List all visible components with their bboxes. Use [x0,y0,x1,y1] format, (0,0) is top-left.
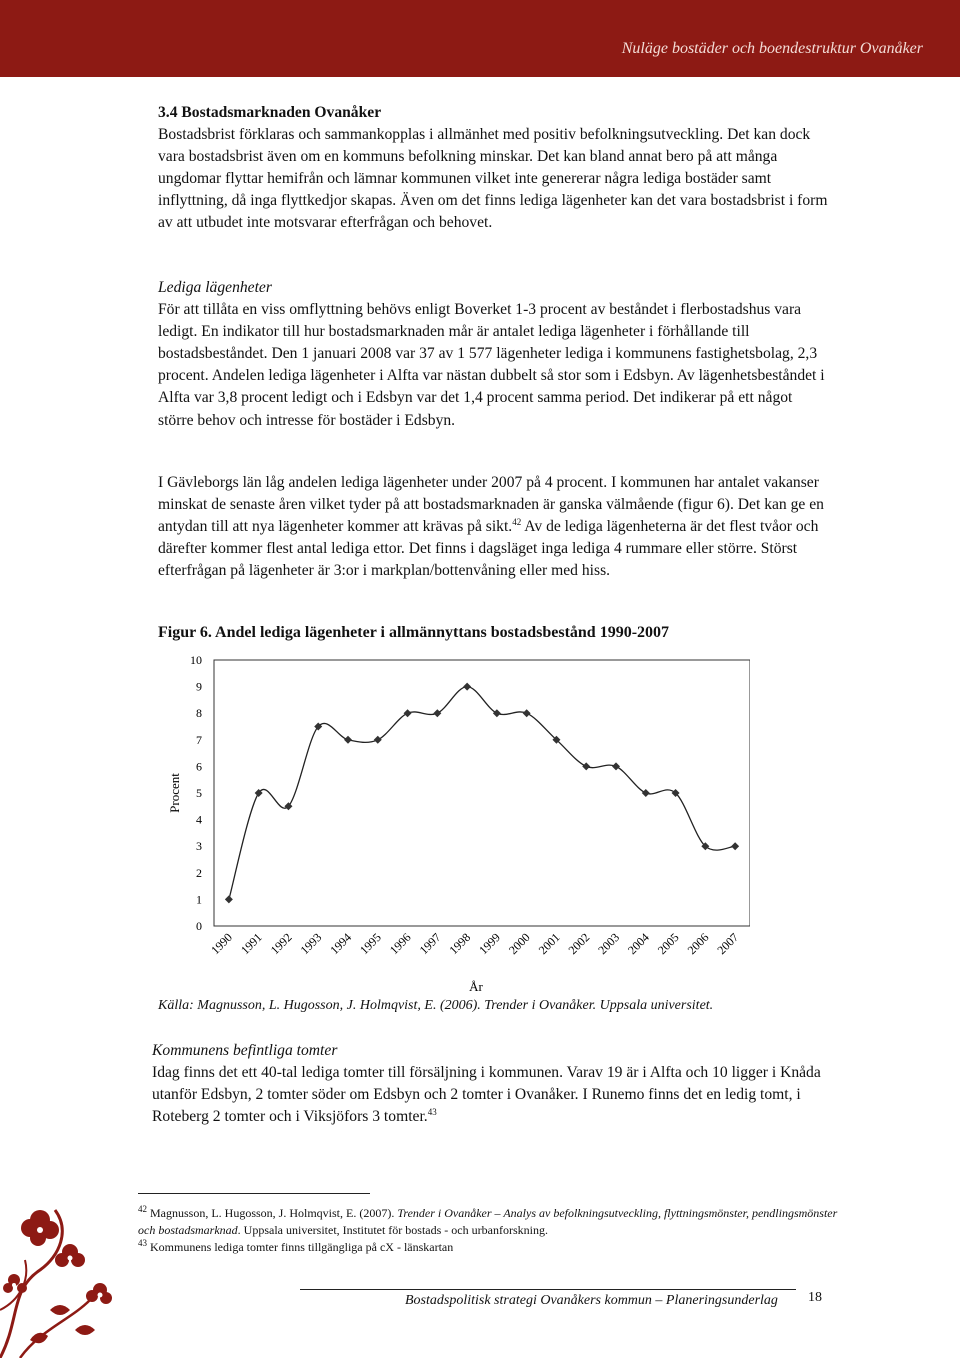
x-tick-label: 1998 [446,930,474,958]
footnote-43-text: Kommunens lediga tomter finns tillgängliga på cX - länskartan [150,1240,454,1254]
footnote-42 [138,1205,838,1239]
x-tick-label: 2002 [565,930,593,958]
y-tick-label: 4 [196,812,202,827]
line-chart [150,648,750,993]
y-tick-label: 10 [190,653,202,667]
data-point [642,789,650,797]
footnotes [138,1205,838,1256]
paragraph-4-text: Av de lediga lägenheterna är det flest tvåor och därefter kommer flest antal lediga ettor. Det finns i dagsläget inga lediga 4 rummare eller större. Störst efterfrågan på lägenheter är 3:or i markplan/bottenvåning eller med hiss. [158,518,819,580]
subheading-plots: Kommunens befintliga tomter [152,1042,338,1059]
x-tick-label: 2001 [535,930,563,958]
footnote-42-authors: Magnusson, L. Hugosson, J. Holmqvist, E. (2007). [150,1206,398,1220]
section-intro [158,102,830,235]
data-point [433,709,441,717]
data-point [374,736,382,744]
y-tick-label: 3 [196,839,202,854]
footer-divider [300,1289,796,1290]
data-point [284,802,292,810]
footnote-ref-43: 43 [427,1107,437,1118]
x-axis-label: År [469,979,483,993]
x-tick-label: 1994 [327,930,355,958]
data-point [344,736,352,744]
y-tick-label: 1 [196,892,202,907]
data-point [463,683,471,691]
data-point [582,762,590,770]
data-point [612,762,620,770]
x-tick-label: 2007 [714,930,742,958]
section-heading: 3.4 Bostadsmarknaden Ovanåker [158,104,382,121]
footer-title: Bostadspolitisk strategi Ovanåkers kommun – Planeringsunderlag [405,1293,778,1308]
figure-source: Källa: Magnusson, L. Hugosson, J. Holmqvist, E. (2006). Trender i Ovanåker. Uppsala universitet. [158,998,714,1013]
y-tick-label: 9 [196,679,202,694]
data-point [731,842,739,850]
x-tick-label: 1996 [386,930,414,958]
paragraph-2: För att tillåta en viss omflyttning behövs enligt Boverket 1-3 procent av beståndet i flerbostadshus vara ledigt. En indikator till hur bostadsmarknaden mår är antalet lediga lägenheter i förhållande till bostadsbeståndet. Den 1 januari 2008 var 37 av 1 577 lägenheter lediga i kommunens fastighetsbolag, 2,3 procent. Andelen lediga lägenheter i Alfta var nästan dubbelt så stor som i Edsbyn. Av lägenhetsbeståndet i Alfta var 3,8 procent ledigt och i Edsbyn var det 1,4 procent samma period. Det indikerar på ett något större behov och intresse för bostäder i Edsbyn. [158,301,825,429]
footnote-42-title: Trender i Ovanåker – Analys av befolkningsutveckling, flyttningsmönster, pendlingsmönster och bostadsmarknad [138,1206,838,1237]
subheading-vacant-apartments: Lediga lägenheter [158,279,272,296]
x-tick-label: 1997 [416,930,444,958]
header-title: Nuläge bostäder och boendestruktur Ovanåker [621,40,923,57]
data-point [493,709,501,717]
x-tick-label: 1992 [267,930,295,958]
x-tick-label: 2005 [654,930,682,958]
x-tick-label: 2004 [625,930,652,958]
footnote-43 [138,1239,838,1256]
x-tick-label: 1995 [357,930,384,958]
footnote-42-publisher: . Uppsala universitet, Institutet för bostads - och urbanforskning. [237,1223,548,1237]
series-line [229,687,735,900]
page-number: 18 [808,1290,822,1305]
floral-ornament [0,1190,140,1358]
x-tick-label: 1990 [208,930,236,958]
paragraph-5 [152,1062,832,1128]
data-point [404,709,412,717]
paragraph-3 [158,472,830,582]
x-tick-label: 1991 [237,930,265,958]
footnote-43-number: 43 [138,1238,147,1248]
x-tick-label: 1999 [476,930,504,958]
y-tick-label: 5 [196,786,202,800]
y-tick-label: 0 [196,919,202,933]
x-tick-label: 2006 [684,930,712,958]
section-county [158,472,830,582]
y-tick-label: 6 [196,759,202,774]
x-tick-label: 2000 [505,930,533,958]
data-point [523,709,531,717]
y-tick-label: 8 [196,706,202,721]
paragraph-5-text: Idag finns det ett 40-tal lediga tomter till försäljning i kommunen. Varav 19 är i Alfta och 10 ligger i Knåda utanför Edsbyn, 2 tomter söder om Edsbyn och 2 tomter i Ovanåker. I Runemo finns det en ledig tomt, i Roteberg 2 tomter och i Viksjöfors 3 tomter. [152,1064,821,1126]
figure-title: Figur 6. Andel lediga lägenheter i allmännyttans bostadsbestånd 1990-2007 [158,624,670,641]
y-axis-label: Procent [167,773,182,813]
y-tick-label: 7 [196,732,202,747]
section-plots [152,1040,832,1128]
page-header [0,0,960,77]
y-tick-label: 2 [196,865,202,880]
footnote-ref-42: 42 [512,517,522,527]
footnote-42-number: 42 [138,1204,147,1214]
footnote-divider [138,1193,370,1194]
section-vacant-apartments [158,277,830,432]
paragraph-1: Bostadsbrist förklaras och sammankopplas i allmänhet med positiv befolkningsutveckling. Det kan dock vara bostadsbrist även om en kommuns befolkning minskar. Det kan bland annat bero på att många ungdomar flyttar hemifrån och lämnar kommunen vilket inte genererar några lediga bostäder samt inflyttning, då inga flyttkedjor skapas. Även om det finns lediga lägenheter kan det vara bostadsbrist i form av att utbudet inte motsvarar efterfrågan och behovet. [158,126,828,232]
paragraph-3-text: I Gävleborgs län låg andelen lediga lägenheter under 2007 på 4 procent. I kommunen har antalet vakanser minskat de senaste åren vilket tyder på att bostadsmarknaden är ganska välmående (figur 6). Det kan ge en antydan till att nya lägenheter kommer att krävas på sikt. [158,474,824,536]
x-tick-label: 1993 [297,930,325,958]
x-tick-label: 2003 [595,930,623,958]
data-point [225,895,233,903]
